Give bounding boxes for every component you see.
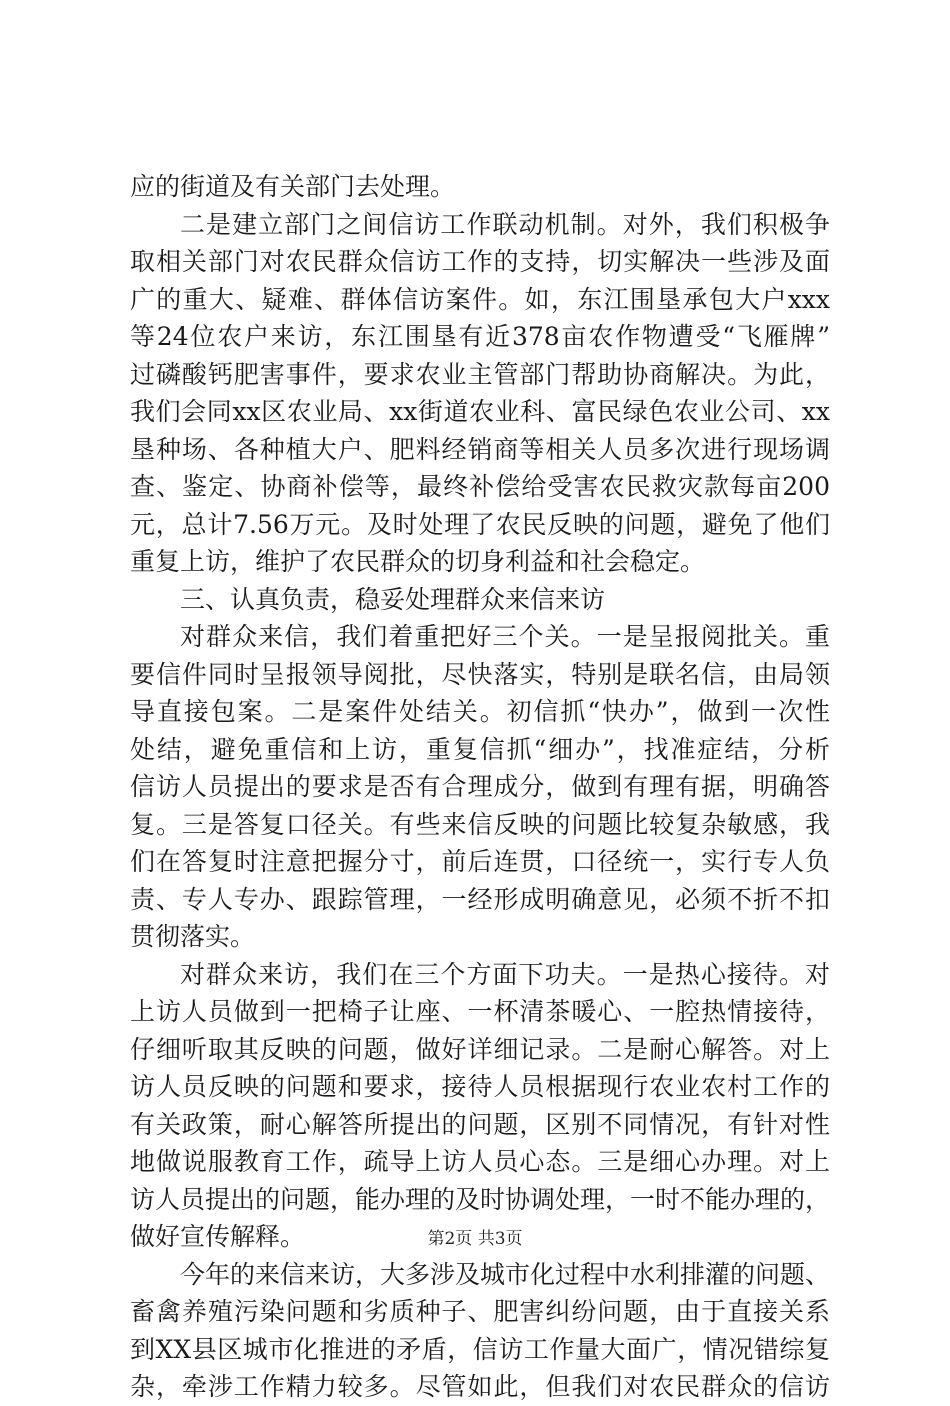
text-line: 上访人员做到一把椅子让座、一杯清茶暖心、一腔热情接待， xyxy=(130,997,830,1026)
text-line: 查、鉴定、协商补偿等，最终补偿给受害农民救灾款每亩200 xyxy=(130,472,830,501)
paragraph-visits xyxy=(130,956,830,1256)
text-line: 对群众来访，我们在三个方面下功夫。一是热心接待。对 xyxy=(180,959,830,989)
paragraph-1-continuation xyxy=(130,168,830,206)
text-line: 责、专人专办、跟踪管理，一经形成明确意见，必须不折不扣 xyxy=(130,884,830,914)
text-line: 贯彻落实。 xyxy=(130,922,256,951)
text-line: 广的重大、疑难、群体信访案件。如，东江围垦承包大户xxx xyxy=(130,284,830,314)
text-line: 地做说服教育工作，疏导上访人员心态。三是细心办理。对上 xyxy=(130,1147,830,1176)
text-line: 信访人员提出的要求是否有合理成分，做到有理有据，明确答 xyxy=(130,772,830,801)
text-line: 杂，牵涉工作精力较多。尽管如此，但我们对农民群众的信访 xyxy=(130,1372,830,1401)
document-body xyxy=(130,168,830,1406)
text-line: 二是建立部门之间信访工作联动机制。对外，我们积极争 xyxy=(180,209,830,239)
text-line: 元，总计7.56万元。及时处理了农民反映的问题，避免了他们 xyxy=(130,509,830,539)
text-line: 等24位农户来访，东江围垦有近378亩农作物遭受“飞雁牌” xyxy=(130,322,830,351)
text-line: 做好宣传解释。 xyxy=(130,1222,306,1251)
section-heading-3 xyxy=(130,581,830,619)
text-line: 我们会同xx区农业局、xx街道农业科、富民绿色农业公司、xx xyxy=(130,397,830,426)
text-line: 到XX县区城市化推进的矛盾，信访工作量大面广，情况错综复 xyxy=(130,1334,830,1364)
text-line: 对群众来信，我们着重把好三个关。一是呈报阅批关。重 xyxy=(180,622,830,651)
text-line: 今年的来信来访，大多涉及城市化过程中水利排灌的问题、 xyxy=(180,1259,831,1289)
text-line: 导直接包案。二是案件处结关。初信抓“快办”，做到一次性 xyxy=(130,697,830,726)
text-line: 垦种场、各种植大户、肥料经销商等相关人员多次进行现场调 xyxy=(130,434,830,464)
text-line: 应的街道及有关部门去处理。 xyxy=(130,172,456,201)
page-footer xyxy=(0,1228,950,1250)
text-line: 重复上访，维护了农民群众的切身利益和社会稳定。 xyxy=(130,547,706,576)
text-line: 要信件同时呈报领导阅批，尽快落实，特别是联名信，由局领 xyxy=(130,659,830,689)
text-line: 访人员提出的问题，能办理的及时协调处理，一时不能办理的， xyxy=(130,1184,831,1214)
text-line: 处结，避免重信和上访，重复信抓“细办”，找准症结，分析 xyxy=(130,734,830,764)
paragraph-this-year xyxy=(130,1256,830,1406)
text-line: 取相关部门对农民群众信访工作的支持，切实解决一些涉及面 xyxy=(130,247,830,276)
text-line: 有关政策，耐心解答所提出的问题，区别不同情况，有针对性 xyxy=(130,1109,830,1139)
paragraph-2 xyxy=(130,206,830,581)
section-heading: 三、认真负责，稳妥处理群众来信来访 xyxy=(180,584,606,614)
text-line: 过磷酸钙肥害事件，要求农业主管部门帮助协商解决。为此， xyxy=(130,359,830,389)
text-line: 们在答复时注意把握分寸，前后连贯，口径统一，实行专人负 xyxy=(130,847,830,876)
text-line: 仔细听取其反映的问题，做好详细记录。二是耐心解答。对上 xyxy=(130,1034,830,1064)
paragraph-letters xyxy=(130,618,830,956)
text-line: 复。三是答复口径关。有些来信反映的问题比较复杂敏感，我 xyxy=(130,809,830,839)
page-number-label: 第2页 共3页 xyxy=(427,1229,523,1249)
text-line: 访人员反映的问题和要求，接待人员根据现行农业农村工作的 xyxy=(130,1072,830,1101)
text-line: 畜禽养殖污染问题和劣质种子、肥害纠纷问题，由于直接关系 xyxy=(130,1297,830,1326)
